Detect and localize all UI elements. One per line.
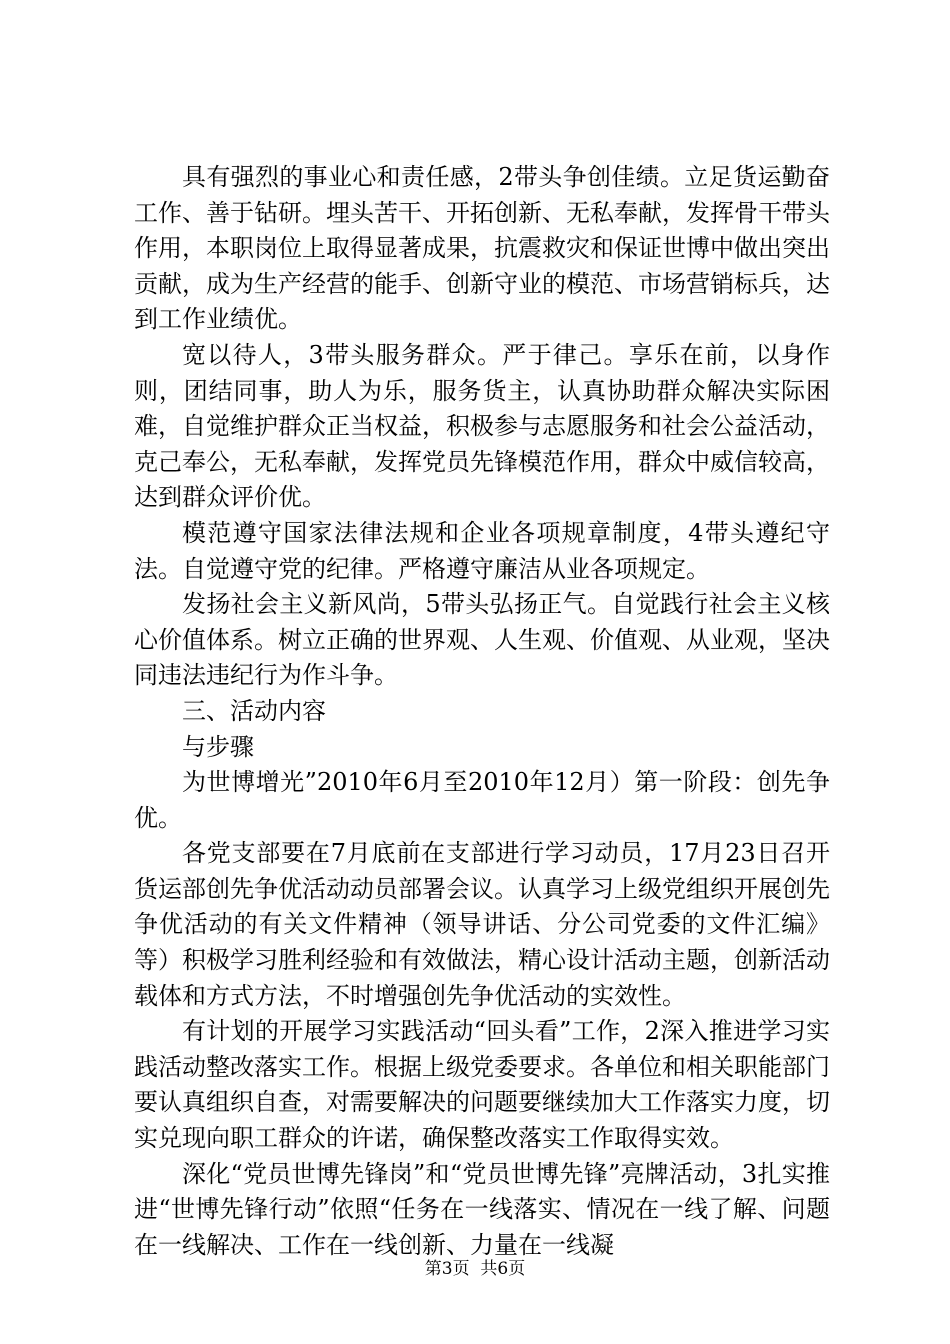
paragraph: 宽以待人，3带头服务群众。严于律己。享乐在前，以身作则，团结同事，助人为乐，服务货主，认真协助群众解决实际困难，自觉维护群众正当权益，积极参与志愿服务和社会公益活动，克己奉公，无私奉献，发挥党员先锋模范作用，群众中威信较高，达到群众评价优。 (134, 340, 830, 512)
document-body (134, 160, 830, 1263)
page-footer (0, 1254, 950, 1279)
paragraph: 有计划的开展学习实践活动“回头看”工作，2深入推进学习实践活动整改落实工作。根据上级党委要求。各单位和相关职能部门要认真组织自查，对需要解决的问题要继续加大工作落实力度，切实兑现向职工群众的许诺，确保整改落实工作取得实效。 (134, 1017, 830, 1153)
paragraph: 具有强烈的事业心和责任感，2带头争创佳绩。立足货运勤奋工作、善于钻研。埋头苦干、开拓创新、无私奉献，发挥骨干带头作用，本职岗位上取得显著成果，抗震救灾和保证世博中做出突出贡献，成为生产经营的能手、创新守业的模范、市场营销标兵，达到工作业绩优。 (134, 163, 830, 334)
paragraph: 发扬社会主义新风尚，5带头弘扬正气。自觉践行社会主义核心价值体系。树立正确的世界观、人生观、价值观、从业观，坚决同违法违纪行为作斗争。 (134, 590, 830, 690)
section-heading: 三、活动内容 (182, 696, 326, 725)
section-heading-continued: 与步骤 (182, 732, 254, 761)
paragraph: 各党支部要在7月底前在支部进行学习动员，17月23日召开货运部创先争优活动动员部署会议。认真学习上级党组织开展创先争优活动的有关文件精神（领导讲话、分公司党委的文件汇编》等）积极学习胜利经验和有效做法，精心设计活动主题，创新活动载体和方式方法，不时增强创先争优活动的实效性。 (134, 839, 830, 1010)
paragraph: 模范遵守国家法律法规和企业各项规章制度，4带头遵纪守法。自觉遵守党的纪律。严格遵守廉洁从业各项规定。 (134, 518, 830, 583)
page-total: 共6页 (480, 1259, 526, 1279)
paragraph: 为世博增光”2010年6月至2010年12月）第一阶段：创先争优。 (134, 768, 830, 832)
paragraph: 深化“党员世博先锋岗”和“党员世博先锋”亮牌活动，3扎实推进“世博先锋行动”依照“任务在一线落实、情况在一线了解、问题在一线解决、工作在一线创新、力量在一线凝 (134, 1159, 830, 1259)
page-number: 第3页 (424, 1259, 470, 1279)
